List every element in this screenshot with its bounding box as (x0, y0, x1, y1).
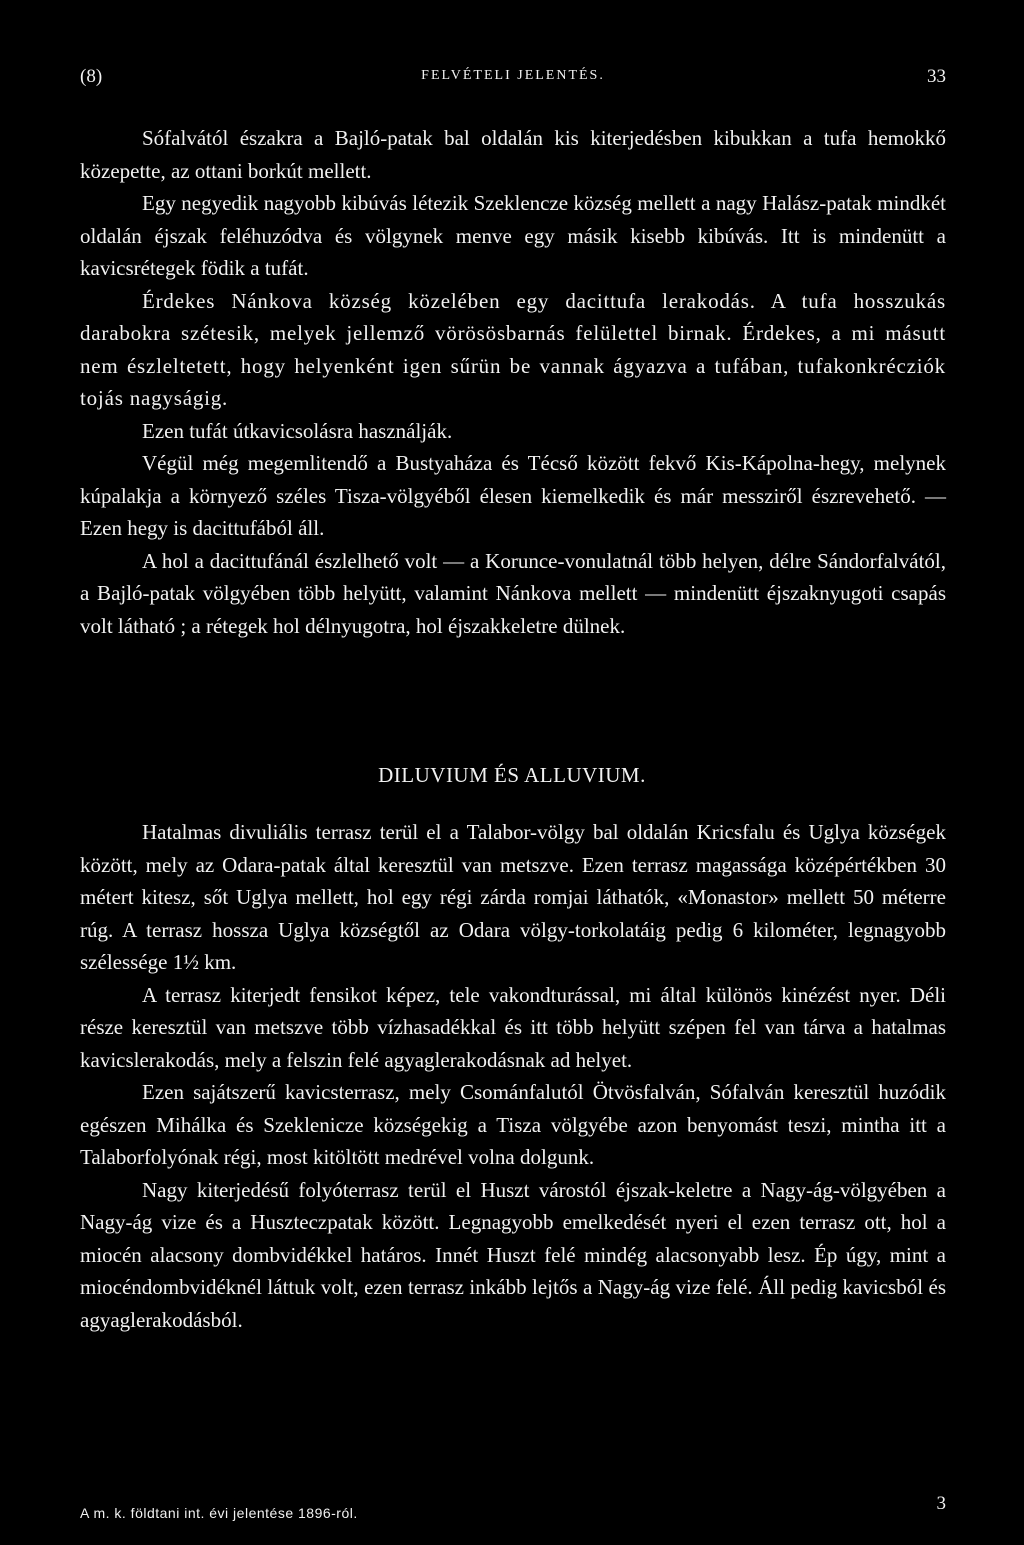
signature-mark: 3 (936, 1493, 946, 1514)
section-heading: DILUVIUM ÉS ALLUVIUM. (378, 763, 646, 787)
page-ref: (8) (80, 66, 103, 87)
page-header (80, 66, 946, 92)
footnote: A m. k. földtani int. évi jelentése 1896-ról. (80, 1505, 358, 1521)
paragraph: Ezen tufát útkavicsolásra használják. (142, 418, 453, 443)
paragraph: A hol a dacittufánál észlelhető volt — a Korunce-vonulatnál több helyen, délre Sándorfalvától, a Bajló-patak völgyében több helyütt, valamint Nánkova mellett — mindenütt éjszaknyugoti csapás volt látható ; a rétegek hol délnyugotra, hol éjszakkeletre dülnek. (80, 548, 946, 638)
running-title: FELVÉTELI JELENTÉS. (421, 68, 605, 83)
paragraph: Sófalvától északra a Bajló-patak bal oldalán kis kiterjedésben kibukkan a tufa hemokkő közepette, az ottani borkút mellett. (80, 126, 946, 183)
paragraph: Egy negyedik nagyobb kibúvás létezik Szeklencze község mellett a nagy Halász-patak mindkét oldalán éjszak feléhuzódva és völgynek menve egy másik kisebb kibúvás. Itt is mindenütt a kavicsrétegek födik a tufát. (80, 191, 946, 280)
paragraph: Érdekes Nánkova község közelében egy dacittufa lerakodás. A tufa hosszukás darabokra szétesik, melyek jellemző vörösösbarnás felülettel birnak. Érdekes, a mi másutt nem észleltetett, hogy helyenként igen sűrün be vannak ágyazva a tufában, tufakonkrécziók tojás nagyságig. (80, 288, 946, 410)
paragraph: Ezen sajátszerű kavicsterrasz, mely Csománfalutól Ötvösfalván, Sófalván keresztül huzódik egészen Mihálka és Szeklenicze községekig a Tisza völgyébe azon benyomást teszi, mintha itt a Talaborfolyónak régi, most kitöltött medrével volna dolgunk. (80, 1080, 946, 1169)
paragraph: Hatalmas divuliális terrasz terül el a Talabor-völgy bal oldalán Kricsfalu és Uglya községek között, mely az Odara-patak által keresztül van metszve. Ezen terrasz magassága középértékben 30 métert kitesz, sőt Uglya mellett, hol egy régi zárda romjai láthatók, «Monastor» mellett 50 méterre rúg. A terrasz hossza Uglya községtől az Odara völgy-torkolatáig pedig 6 kilométer, legnagyobb szélessége 1½ km. (80, 820, 946, 974)
paragraph: Nagy kiterjedésű folyóterrasz terül el Huszt várostól éjszak-keletre a Nagy-ág-völgyében a Nagy-ág vize és a Huszteczpatak között. Legnagyobb emelkedését nyeri el ezen terrasz ott, hol a miocén alacsony dombvidékkel határos. Innét Huszt felé mindég alacsonyabb lesz. Ép úgy, mint a miocéndombvidéknél láttuk volt, ezen terrasz inkább lejtős a Nagy-ág vize felé. Áll pedig kavicsból és agyaglerakodásból. (80, 1177, 946, 1332)
section-diluvium (80, 816, 946, 1336)
paragraph: A terrasz kiterjedt fensikot képez, tele vakondturással, mi által különös kinézést nyer. Déli része keresztül van metszve több vízhasadékkal és itt több helyütt szépen fel van tárva a hatalmas kavicslerakodás, mely a felszin felé agyaglerakodásnak ad helyet. (80, 982, 946, 1072)
page-number: 33 (927, 66, 946, 87)
paragraph: Végül még megemlitendő a Bustyaháza és Técső között fekvő Kis-Kápolna-hegy, melynek kúpalakja a környező széles Tisza-völgyéből élesen kiemelkedik és már messziről észrevehető. — Ezen hegy is dacittufából áll. (80, 451, 946, 540)
section-tufa (80, 122, 946, 642)
